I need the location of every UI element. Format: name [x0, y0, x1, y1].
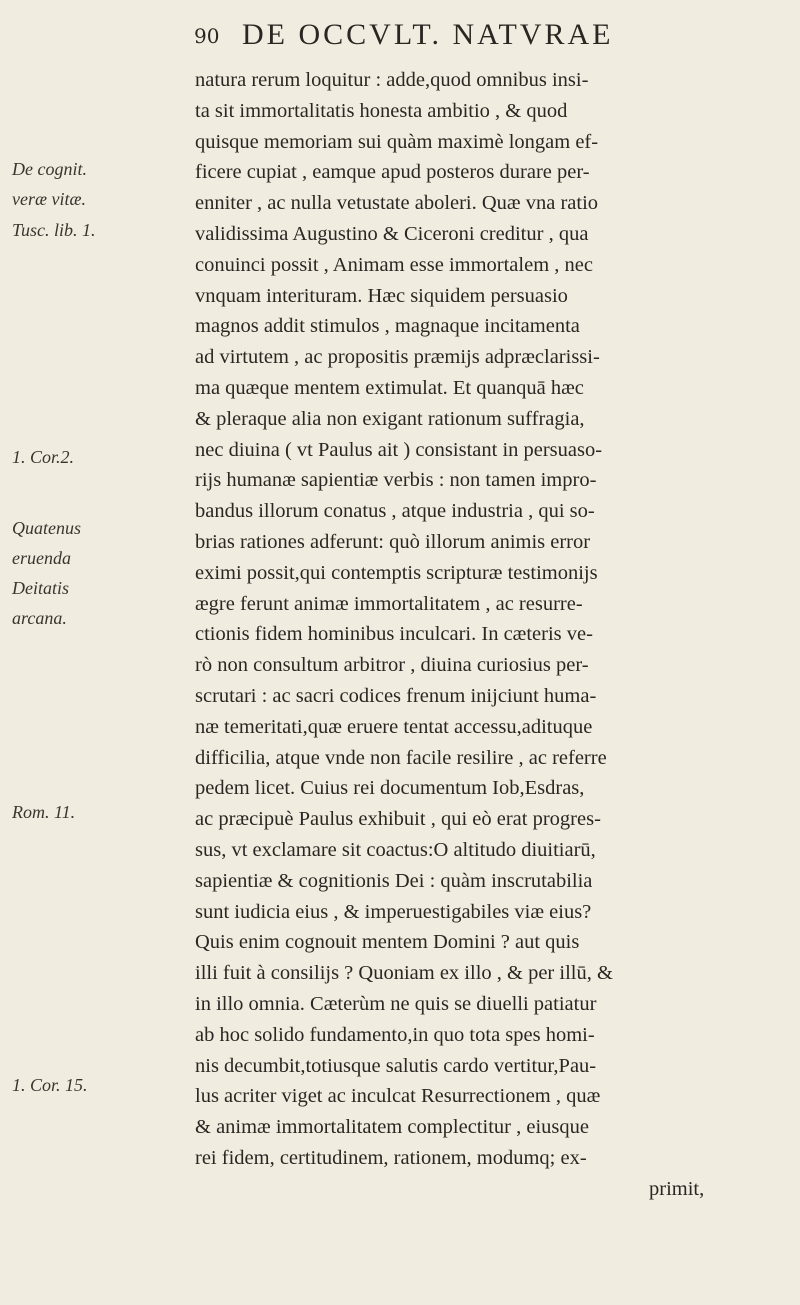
text-line: difficilia, atque vnde non facile resilire , ac referre [195, 746, 607, 769]
margin-note: Tusc. lib. 1. [12, 220, 96, 240]
text-line: næ temeritati,quæ eruere tentat accessu,adituque [195, 715, 593, 738]
running-title: DE OCCVLT. NATVRAE [242, 18, 614, 51]
text-line: eximi possit,qui contemptis scripturæ testimonijs [195, 561, 598, 584]
text-line: rò non consultum arbitror , diuina curiosius per- [195, 654, 589, 677]
text-line: nis decumbit,totiusque salutis cardo vertitur,Pau- [195, 1054, 597, 1077]
margin-note: arcana. [12, 608, 67, 628]
text-line: brias rationes adferunt: quò illorum animis error [195, 531, 591, 553]
text-line: ficere cupiat , eamque apud posteros durare per- [195, 161, 590, 184]
text-line: ac præcipuè Paulus exhibuit , qui eò erat progres- [195, 808, 601, 831]
text-line: conuinci possit , Animam esse immortalem , nec [195, 253, 593, 276]
text-line: lus acriter viget ac inculcat Resurrectionem , quæ [195, 1085, 601, 1108]
text-line: scrutari : ac sacri codices frenum inijciunt huma- [195, 685, 597, 707]
text-line: validissima Augustino & Ciceroni creditur , qua [195, 223, 589, 245]
text-line: pedem licet. Cuius rei documentum Iob,Esdras, [195, 777, 585, 800]
text-line: illi fuit à consilijs ? Quoniam ex illo , & per illū, & [195, 962, 613, 985]
margin-note: 1. Cor.2. [12, 447, 75, 467]
text-line: & animæ immortalitatem complectitur , eiusque [195, 1116, 589, 1139]
text-line: sapientiæ & cognitionis Dei : quàm inscrutabilia [195, 869, 593, 892]
margin-note: 1. Cor. 15. [12, 1075, 88, 1095]
text-line: quisque memoriam sui quàm maximè longam ef- [195, 130, 599, 153]
text-line: ægre ferunt animæ immortalitatem , ac resurre- [195, 592, 583, 615]
margin-note: Rom. 11. [12, 802, 76, 822]
text-line: sunt iudicia eius , & imperuestigabiles viæ eius? [195, 900, 592, 923]
text-line: ad virtutem , ac propositis præmijs adpræclarissi- [195, 346, 600, 369]
text-line: primit, [649, 1177, 705, 1200]
text-line: ta sit immortalitatis honesta ambitio , & quod [195, 99, 568, 122]
text-line: & pleraque alia non exigant rationum suffragia, [195, 407, 585, 430]
text-line: vnquam interituram. Hæc siquidem persuasio [195, 284, 568, 307]
text-line: rijs humanæ sapientiæ verbis : non tamen impro- [195, 469, 597, 492]
text-line: ab hoc solido fundamento,in quo tota spes homi- [195, 1023, 595, 1046]
text-line: magnos addit stimulos , magnaque incitamenta [195, 315, 580, 338]
margin-note: eruenda [12, 548, 71, 568]
text-line: ma quæque mentem extimulat. Et quanquā hæc [195, 377, 584, 399]
text-line: nec diuina ( vt Paulus ait ) consistant in persuaso- [195, 438, 603, 461]
margin-note: Deitatis [12, 578, 69, 598]
text-line: sus, vt exclamare sit coactus:O altitudo diuitiarū, [195, 839, 596, 861]
margin-note: De cognit. [12, 159, 87, 179]
text-line: rei fidem, certitudinem, rationem, modumq; ex- [195, 1147, 587, 1169]
text-line: Quis enim cognouit mentem Domini ? aut quis [195, 931, 580, 954]
margin-note: veræ vitæ. [12, 189, 86, 209]
page-header [0, 18, 800, 58]
text-line: natura rerum loquitur : adde,quod omnibus insi- [195, 69, 589, 91]
text-line: in illo omnia. Cæterùm ne quis se diuelli patiatur [195, 993, 597, 1015]
margin-note: Quatenus [12, 518, 81, 538]
text-line: enniter , ac nulla vetustate aboleri. Quæ vna ratio [195, 192, 599, 215]
page-number: 90 [194, 24, 220, 48]
text-line: bandus illorum conatus , atque industria , qui so- [195, 500, 595, 523]
text-line: ctionis fidem hominibus inculcari. In cæteris ve- [195, 623, 593, 646]
